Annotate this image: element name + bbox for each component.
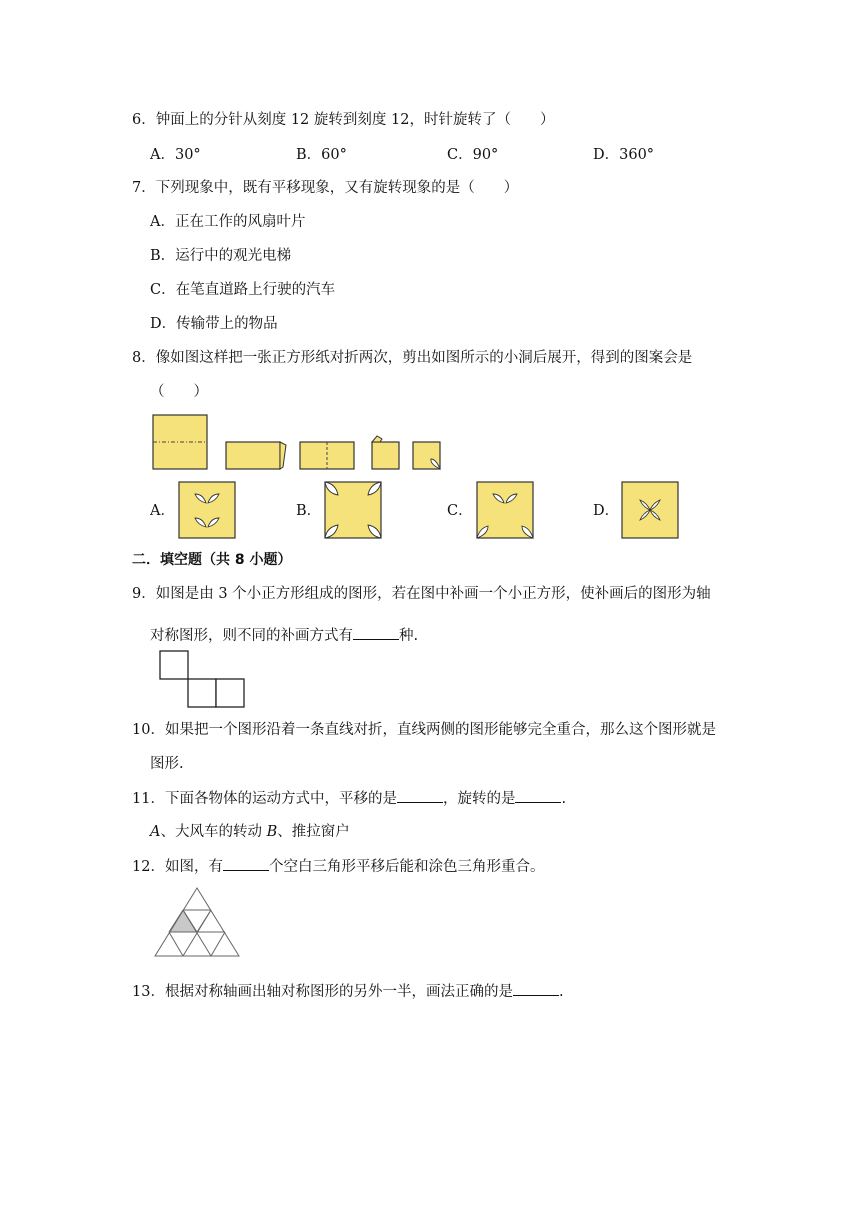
q11-stem-part-b: ，旋转的是 [442,791,516,807]
q9-squares-figure [159,650,247,710]
q6-option-b: B．60° [296,147,347,163]
q11-stem [132,788,566,809]
fold-step-2-flap [280,442,286,469]
q13-stem-part-b: . [558,984,564,1000]
q8-option-b-figure [324,481,382,539]
q11-option-b-text: 、推拉窗户 [277,824,350,840]
q12-stem-part-b: 个空白三角形平移后能和涂色三角形重合。 [268,859,545,875]
q8-option-c-figure [476,481,534,539]
q6-stem: 6．钟面上的分针从刻度 12 旋转到刻度 12，时针旋转了（ ） [132,112,555,128]
q9-stem-part-a: 对称图形，则不同的补画方式有 [150,628,353,644]
q11-translation-blank[interactable] [397,788,443,803]
fold-step-4-square [372,442,399,469]
q8-option-d-figure [621,481,679,539]
q8-stem: 8．像如图这样把一张正方形纸对折两次，剪出如图所示的小洞后展开，得到的图案会是 [132,350,693,366]
q11-rotation-blank[interactable] [515,788,561,803]
q11-options [150,822,350,842]
q7-option-d: D．传输带上的物品 [150,316,278,332]
q8-fold-sequence-figure [150,412,450,472]
q7-option-b: B．运行中的观光电梯 [150,248,292,264]
q8-option-a-label: A． [150,503,175,519]
q9-square-top-left [160,651,188,679]
q13-stem [132,981,564,1002]
q9-stem-line2 [150,625,418,646]
q12-stem [132,856,544,877]
q9-answer-blank[interactable] [353,625,399,640]
q9-square-bottom-right [216,679,244,707]
q9-square-bottom-middle [188,679,216,707]
q6-option-a: A．30° [150,147,201,163]
section-2-heading: 二．填空题（共 8 小题） [132,552,292,568]
q8-option-d-label: D． [593,503,620,519]
q12-stem-part-a: 12．如图，有 [132,859,223,875]
q12-answer-blank[interactable] [223,856,269,871]
q12-triangle-grid-figure [150,886,240,962]
fold-step-2-rect [226,442,280,469]
q13-stem-part-a: 13．根据对称轴画出轴对称图形的另外一半，画法正确的是 [132,984,513,1000]
q13-answer-blank[interactable] [513,981,559,996]
q8-paren: （ ） [150,384,208,400]
q10-stem-line2: 图形. [150,756,184,772]
q7-option-a: A．正在工作的风扇叶片 [150,214,306,230]
q11-stem-part-c: . [561,791,567,807]
q8-option-b-label: B． [296,503,322,519]
q6-option-d: D．360° [593,147,655,163]
q10-stem: 10．如果把一个图形沿着一条直线对折，直线两侧的图形能够完全重合，那么这个图形就是 [132,722,716,738]
q11-option-a-letter: A [150,824,161,840]
q11-option-b-letter: B [266,824,278,840]
q6-option-c: C．90° [447,147,499,163]
q11-stem-part-a: 11．下面各物体的运动方式中，平移的是 [132,791,397,807]
q7-option-c: C．在笔直道路上行驶的汽车 [150,282,336,298]
q11-option-a-text: 、大风车的转动 [160,824,262,840]
q9-stem-part-b: 种. [399,628,419,644]
q8-option-a-figure [178,481,236,539]
q9-stem: 9．如图是由 3 个小正方形组成的图形，若在图中补画一个小正方形，使补画后的图形为轴 [132,586,711,602]
q7-stem: 7．下列现象中，既有平移现象，又有旋转现象的是（ ） [132,180,519,196]
fold-step-4-flap [372,436,382,442]
q8-option-c-label: C． [447,503,473,519]
